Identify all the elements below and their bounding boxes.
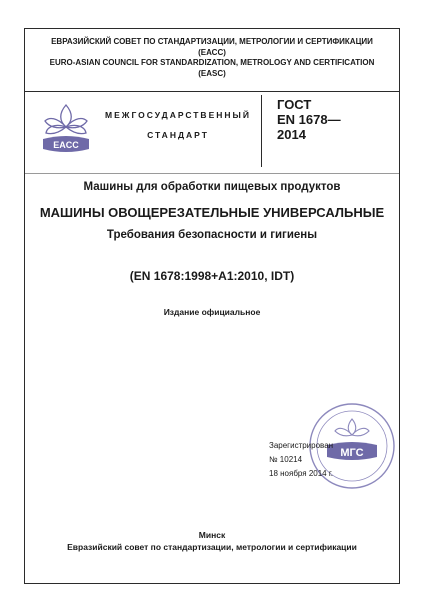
registration-info [269,439,333,481]
standard-kind [103,105,253,145]
header-divider [25,91,399,92]
document-page [24,28,400,584]
council-name-ru: ЕВРАЗИЙСКИЙ СОВЕТ ПО СТАНДАРТИЗАЦИИ, МЕТРОЛОГИИ И СЕРТИФИКАЦИИ [51,37,373,46]
title-line1: Машины для обработки пищевых продуктов [83,181,341,193]
title-line2: МАШИНЫ ОВОЩЕРЕЗАТЕЛЬНЫЕ УНИВЕРСАЛЬНЫЕ [39,205,385,220]
council-abbr-ru: (ЕАСС) [198,47,226,57]
edition-label: Издание официальное [163,307,261,317]
easc-logo [37,99,95,157]
gost-line2: EN 1678— [277,112,341,127]
footer-publisher: Евразийский совет по стандартизации, метрологии и сертификации [67,542,357,552]
registration-date: 18 ноября 2014 г. [269,469,333,478]
gost-number [277,97,341,142]
gost-line3: 2014 [277,127,306,142]
title-line3: Требования безопасности и гигиены [106,229,318,241]
gost-divider [261,95,263,167]
title-divider [25,173,399,174]
registration-number: № 10214 [269,455,303,464]
stamp-text: МГС [340,447,364,459]
logo-text: EACC [53,140,79,150]
council-header [25,37,399,79]
standard-kind-line2: СТАНДАРТ [147,130,209,140]
equivalence-note: (EN 1678:1998+A1:2010, IDT) [129,269,295,283]
standard-kind-line1: МЕЖГОСУДАРСТВЕННЫЙ [105,110,251,120]
registration-line1: Зарегистрирован [269,441,334,450]
council-abbr-en: (EASC) [198,68,226,78]
footer-city: Минск [198,530,226,540]
footer [25,529,399,553]
council-name-en: EURO-ASIAN COUNCIL FOR STANDARDIZATION, METROLOGY AND CERTIFICATION [49,58,375,67]
gost-line1: ГОСТ [277,97,312,112]
